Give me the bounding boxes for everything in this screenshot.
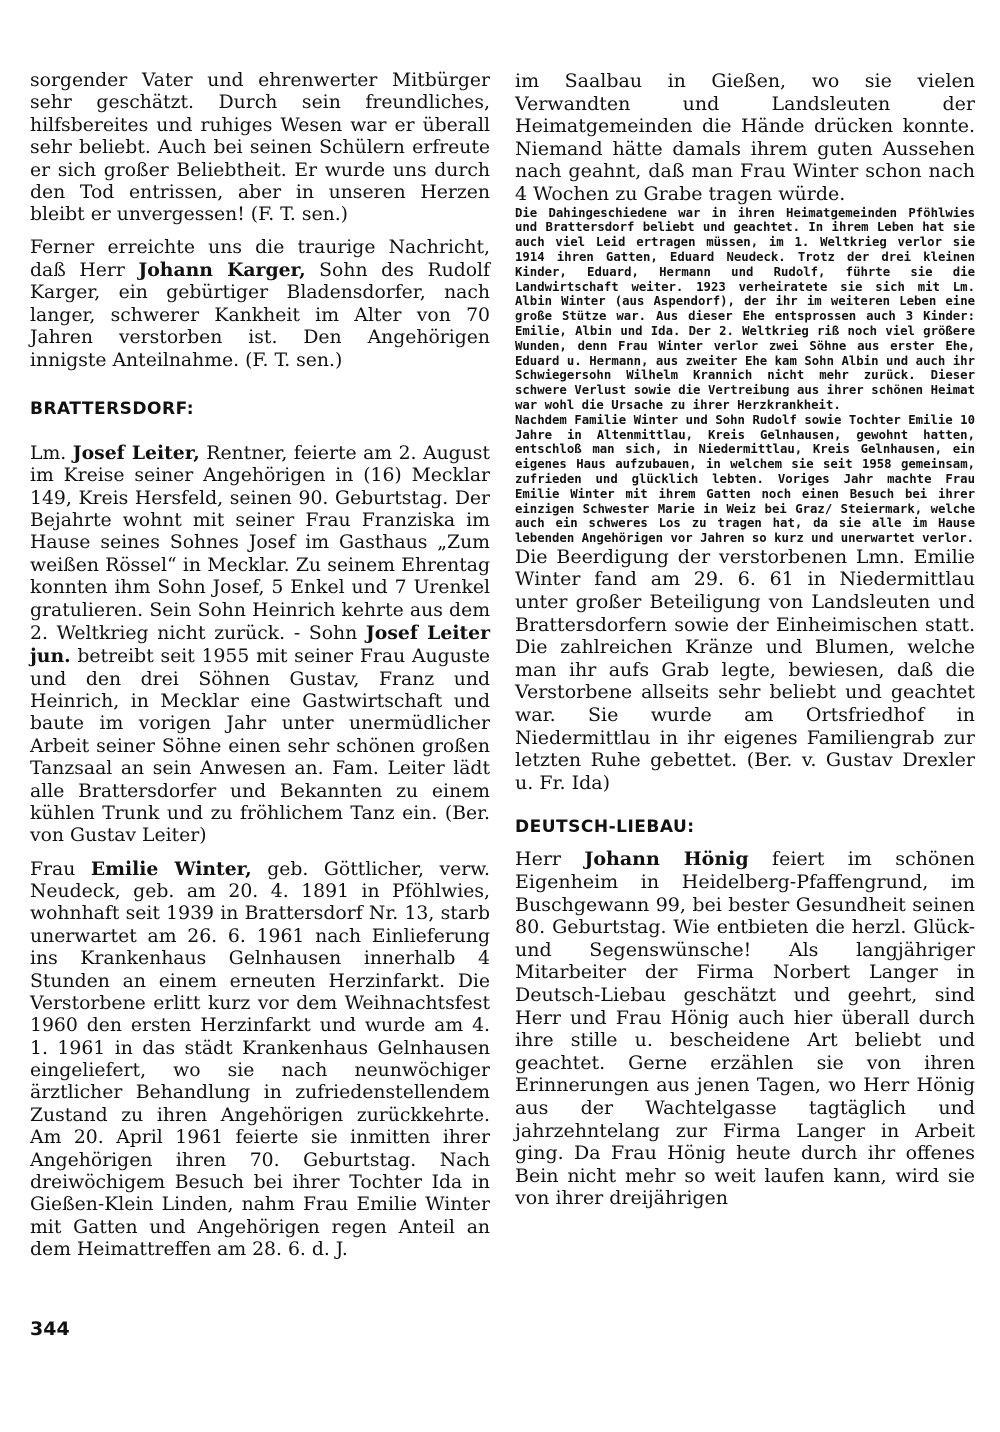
section-heading-brattersdorf: BRATTERSDORF: — [30, 398, 195, 419]
obituary-continuation: im Saalbau in Gießen, wo sie vielen Verwandten und Landsleuten der Heimatgemeinden die Hände drücken konnte. Niemand hätte damals ihrem guten Aussehen nach geahnt, daß man Frau Winter schon nach 4 Wochen zu Grabe tragen würde. — [515, 70, 975, 205]
page-number: 344 — [30, 1318, 70, 1340]
birthday-paragraph-leiter: Lm. Josef Leiter, Rentner, feierte am 2. August im Kreise seiner Angehörigen in (16) Mecklar 149, Kreis Hersfeld, seinen 90. Geburtstag. Der Bejahrte wohnt mit seiner Frau Franziska im Hause seines Sohnes Josef im Gasthaus „Zum weißen Rössel“ in Mecklar. Zu seinem Ehrentag konnten ihm Sohn Josef, 5 Enkel und 7 Urenkel gratulieren. Sein Sohn Heinrich kehrte aus dem 2. Weltkrieg nicht zurück. - Sohn Josef Leiter jun. betreibt seit 1955 mit seiner Frau Auguste und den drei Söhnen Gustav, Franz und Heinrich, in Mecklar eine Gastwirtschaft und baute im vorigen Jahr unter unermüdlicher Arbeit seiner Söhne einen sehr schönen großen Tanzsaal an sein Anwesen an. Fam. Leiter lädt alle Brattersdorfer und Bekannten zu einem kühlen Trunk und zu fröhlichem Tanz ein. (Ber. von Gustav Leiter) — [30, 441, 490, 847]
person-name: Johann Karger, — [138, 259, 306, 281]
person-name: Johann Hönig — [584, 848, 749, 871]
obituary-paragraph-teacher: sorgender Vater und ehrenwerter Mitbürger sehr geschätzt. Durch sein freundliches, hilfsbereites und ruhiges Wesen war er überall sehr beliebt. Auch bei seinen Schülern erfreute er sich großer Beliebtheit. Er wurde uns durch den Tod entrissen, aber in unseren Herzen bleibt er unvergessen! (F. T. sen.) — [30, 70, 490, 226]
person-name: Josef Leiter, — [72, 441, 200, 464]
small-print-family: Nachdem Familie Winter und Sohn Rudolf sowie Tochter Emilie 10 Jahre in Altenmittlau, Kreis Gelnhausen, gewohnt hatten, entschloß man sich, in Niedermittlau, Kreis Gelnhausen, ein eigenes Haus aufzubauen, in welchem sie seit 1958 gemeinsam, zufrieden und glücklich lebten. Voriges Jahr machte Frau Emilie Winter mit ihrem Gatten noch einen Besuch bei ihrer einzigen Schwester Marie in Weiz bei Graz/ Steiermark, welche auch ein schweres Los zu tragen hat, da sie alle im Hause lebenden Angehörigen vor Jahren so kurz und unerwartet verlor. — [515, 412, 975, 546]
right-column — [515, 70, 975, 1210]
person-name: Josef Leiter jun. — [30, 621, 490, 668]
obituary-paragraph-karger: Ferner erreichte uns die traurige Nachricht, daß Herr Johann Karger, Sohn des Rudolf Karger, ein gebürtiger Bladensdorfer, nach langer, schwerer Kankheit im Alter von 70 Jahren verstorben ist. Den Angehörigen innigste Anteilnahme. (F. T. sen.) — [30, 236, 491, 371]
obituary-paragraph-winter: Frau Emilie Winter, geb. Göttlicher, verw. Neudeck, geb. am 20. 4. 1891 in Pföhlwies, wohnhaft seit 1939 in Brattersdorf Nr. 13, starb unerwartet am 26. 6. 1961 nach Einlieferung ins Krankenhaus Gelnhausen innerhalb 4 Stunden an einem erneuten Herzinfarkt. Die Verstorbene erlitt kurz vor dem Weihnachtsfest 1960 den ersten Herzinfarkt und wurde am 4. 1. 1961 in das städt Krankenhaus Gelnhausen eingeliefert, wo sie nach neunwöchiger ärztlicher Behandlung in zufriedenstellendem Zustand zu ihren Angehörigen zurückkehrte. Am 20. April 1961 feierte sie inmitten ihrer Angehörigen ihren 70. Geburtstag. Nach dreiwöchigem Besuch bei ihrer Tochter Ida in Gießen-Klein Linden, nahm Frau Emilie Winter mit Gatten und Angehörigen regen Anteil an dem Heimattreffen am 28. 6. d. J. — [30, 857, 491, 1260]
person-name: Emilie Winter, — [90, 857, 252, 880]
small-print-biography: Die Dahingeschiedene war in ihren Heimatgemeinden Pföhlwies und Brattersdorf beliebt und geachtet. In ihrem Leben hat sie auch viel Leid ertragen müssen, im 1. Weltkrieg verlor sie 1914 ihren Gatten, Eduard Neudeck. Trotz der drei kleinen Kinder, Eduard, Hermann und Rudolf, führte sie die Landwirtschaft weiter. 1923 verheiratete sie sich mit Lm. Albin Winter (aus Aspendorf), der ihr im weiteren Leben eine große Stütze war. Aus dieser Ehe entsprossen auch 3 Kinder: Emilie, Albin und Ida. Der 2. Weltkrieg riß noch viel größere Wunden, denn Frau Winter verlor zwei Söhne aus erster Ehe, Eduard u. Hermann, aus zweiter Ehe kam Sohn Albin und auch ihr Schwiegersohn Wilhelm Krannich nicht mehr zurück. Dieser schwere Verlust sowie die Vertreibung aus ihrer schönen Heimat war wohl die Ursache zu ihrer Herzkrankheit. — [515, 205, 975, 412]
funeral-paragraph: Die Beerdigung der verstorbenen Lmn. Emilie Winter fand am 29. 6. 61 in Niedermittlau unter großer Beteiligung von Landsleuten und Brattersdorfern sowie der Einheimischen statt. Die zahlreichen Kränze und Blumen, welche man ihr aufs Grab legte, bewiesen, daß die Verstorbene allseits sehr beliebt und geachtet war. Sie wurde am Ortsfriedhof in Niedermittlau in ihr eigenes Familiengrab zur letzten Ruhe gebettet. (Ber. v. Gustav Drexler u. Fr. Ida) — [515, 545, 975, 794]
birthday-paragraph-hoenig: Herr Johann Hönig feiert im schönen Eigenheim in Heidelberg-Pfaffengrund, im Buschgewann 99, bei bester Gesundheit seinen 80. Geburtstag. Wie entbieten die herzl. Glück- und Segenswünsche! Als langjähriger Mitarbeiter der Firma Norbert Langer in Deutsch-Liebau geschätzt und geehrt, sind Herr und Frau Hönig auch hier überall durch ihre stille u. bescheidene Art beliebt und geachtet. Gerne erzählen sie von ihren Erinnerungen aus jenen Tagen, wo Herr Hönig aus der Wachtelgasse tagtäglich und jahrzehntelang zur Firma Langer in Arbeit ging. Da Frau Hönig heute durch ihr offenes Bein nicht mehr so weit laufen kann, wird sie von ihrer dreijährigen — [515, 848, 975, 1210]
left-column — [30, 70, 490, 1261]
section-heading-deutsch-liebau: DEUTSCH-LIEBAU: — [515, 817, 695, 838]
